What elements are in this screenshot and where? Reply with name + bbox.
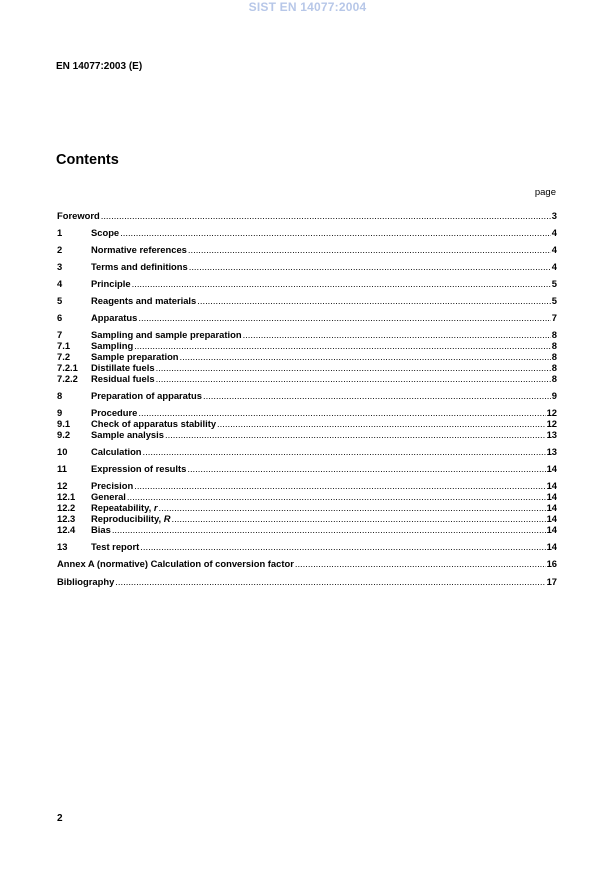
toc-entry-number: 3 — [57, 261, 63, 272]
toc-entry-title: Preparation of apparatus — [91, 390, 202, 401]
toc-entry-page: 8 — [551, 329, 557, 340]
toc-entry-page: 13 — [546, 446, 557, 457]
toc-entry-page: 17 — [546, 576, 557, 587]
toc-entry-page: 12 — [546, 407, 557, 418]
toc-entry[interactable] — [57, 575, 557, 587]
toc-entry-page: 14 — [546, 541, 557, 552]
toc-entry-number: 9 — [57, 407, 63, 418]
toc-entry-number: 7 — [57, 329, 63, 340]
toc-entry-number: 6 — [57, 312, 63, 323]
toc-entry[interactable] — [57, 277, 557, 289]
toc-entry-title: Check of apparatus stability — [91, 418, 217, 429]
toc-entry-page: 14 — [546, 524, 557, 535]
toc-entry-page: 14 — [546, 491, 557, 502]
toc-entry-number: 4 — [57, 278, 63, 289]
toc-entry-page: 14 — [546, 513, 557, 524]
toc-entry[interactable] — [57, 372, 557, 384]
toc-entry-title: Apparatus — [91, 312, 138, 323]
toc-entry[interactable] — [57, 462, 557, 474]
toc-entry-page: 4 — [551, 244, 557, 255]
toc-entry-number: 13 — [57, 541, 68, 552]
document-id: EN 14077:2003 (E) — [56, 61, 143, 72]
toc-entry-title: Sampling and sample preparation — [91, 329, 242, 340]
toc-leader-dots — [132, 278, 551, 289]
toc-entry[interactable] — [57, 557, 557, 569]
toc-entry-page: 8 — [551, 373, 557, 384]
toc-entry-number: 12.1 — [57, 491, 76, 502]
toc-leader-dots — [101, 210, 551, 221]
toc-entry-number: 2 — [57, 244, 63, 255]
toc-entry-page: 3 — [551, 210, 557, 221]
toc-entry[interactable] — [57, 209, 557, 221]
toc-entry-number: 12 — [57, 480, 68, 491]
toc-entry-title: Bias — [91, 524, 111, 535]
toc-entry-number: 10 — [57, 446, 68, 457]
page-title: Contents — [56, 152, 119, 168]
toc-entry-page: 16 — [546, 558, 557, 569]
toc-entry-number: 7.2.1 — [57, 362, 78, 373]
toc-entry[interactable] — [57, 226, 557, 238]
toc-entry-number: 1 — [57, 227, 63, 238]
toc-entry-title: Precision — [91, 480, 134, 491]
toc-leader-dots — [112, 524, 546, 535]
toc-entry-title: Distillate fuels — [91, 362, 155, 373]
toc-entry-page: 14 — [546, 480, 557, 491]
toc-entry-number: 11 — [57, 463, 67, 474]
toc-entry-title: Sampling — [91, 340, 134, 351]
toc-leader-dots — [203, 390, 551, 401]
toc-entry-title: Terms and definitions — [91, 261, 188, 272]
toc-leader-dots — [187, 463, 545, 474]
toc-entry-page: 4 — [551, 261, 557, 272]
toc-entry-title: Repeatability, r — [91, 502, 158, 513]
toc-entry-title: Scope — [91, 227, 120, 238]
toc-entry-title: Sample analysis — [91, 429, 164, 440]
toc-entry-title: Bibliography — [57, 576, 115, 587]
toc-leader-dots — [156, 373, 551, 384]
toc-entry-page: 8 — [551, 362, 557, 373]
toc-leader-dots — [140, 541, 545, 552]
toc-leader-dots — [189, 261, 551, 272]
toc-entry-number: 8 — [57, 390, 63, 401]
toc-entry-page: 5 — [551, 278, 557, 289]
toc-entry-number: 7.1 — [57, 340, 71, 351]
toc-entry[interactable] — [57, 389, 557, 401]
toc-entry[interactable] — [57, 294, 557, 306]
toc-entry[interactable] — [57, 243, 557, 255]
toc-entry[interactable] — [57, 540, 557, 552]
toc-entry-number: 12.3 — [57, 513, 76, 524]
toc-entry[interactable] — [57, 311, 557, 323]
toc-leader-dots — [138, 312, 550, 323]
toc-entry-page: 14 — [546, 502, 557, 513]
toc-entry-title: Calculation — [91, 446, 142, 457]
toc-entry-page: 14 — [546, 463, 557, 474]
toc-leader-dots — [165, 429, 546, 440]
page-number: 2 — [57, 813, 63, 824]
toc-leader-dots — [120, 227, 551, 238]
toc-entry[interactable] — [57, 445, 557, 457]
toc-entry-title: Expression of results — [91, 463, 187, 474]
toc-entry-page: 8 — [551, 351, 557, 362]
toc-entry-number: 12.4 — [57, 524, 76, 535]
toc-entry-title: Residual fuels — [91, 373, 155, 384]
toc-leader-dots — [197, 295, 551, 306]
toc-entry-title: Annex A (normative) Calculation of conversion factor — [57, 558, 294, 569]
toc-entry-page: 9 — [551, 390, 557, 401]
toc-entry-page: 5 — [551, 295, 557, 306]
toc-entry-page: 7 — [551, 312, 557, 323]
toc-entry-title: Procedure — [91, 407, 138, 418]
toc-entry[interactable] — [57, 428, 557, 440]
toc-entry-number: 12.2 — [57, 502, 76, 513]
toc-entry-number: 9.2 — [57, 429, 71, 440]
toc-entry-number: 5 — [57, 295, 63, 306]
toc-entry[interactable] — [57, 523, 557, 535]
toc-entry-page: 4 — [551, 227, 557, 238]
toc-entry-title: General — [91, 491, 126, 502]
toc-leader-dots — [143, 446, 546, 457]
toc-entry-title: Test report — [91, 541, 140, 552]
toc-entry-page: 13 — [546, 429, 557, 440]
toc-entry[interactable] — [57, 260, 557, 272]
toc-leader-dots — [295, 558, 546, 569]
toc-leader-dots — [188, 244, 551, 255]
toc-entry-number: 7.2 — [57, 351, 71, 362]
toc-entry-page: 12 — [546, 418, 557, 429]
toc-entry-number: 9.1 — [57, 418, 71, 429]
toc-entry-title: Sample preparation — [91, 351, 179, 362]
page-column-label: page — [534, 187, 556, 198]
toc-entry-page: 8 — [551, 340, 557, 351]
toc-entry-title: Foreword — [57, 210, 100, 221]
toc-entry-title: Normative references — [91, 244, 187, 255]
toc-leader-dots — [115, 576, 545, 587]
toc-entry-title: Reagents and materials — [91, 295, 197, 306]
toc-entry-number: 7.2.2 — [57, 373, 78, 384]
toc-entry-title: Principle — [91, 278, 131, 289]
toc-entry-title: Reproducibility, R — [91, 513, 171, 524]
watermark: SIST EN 14077:2004 — [248, 0, 367, 14]
